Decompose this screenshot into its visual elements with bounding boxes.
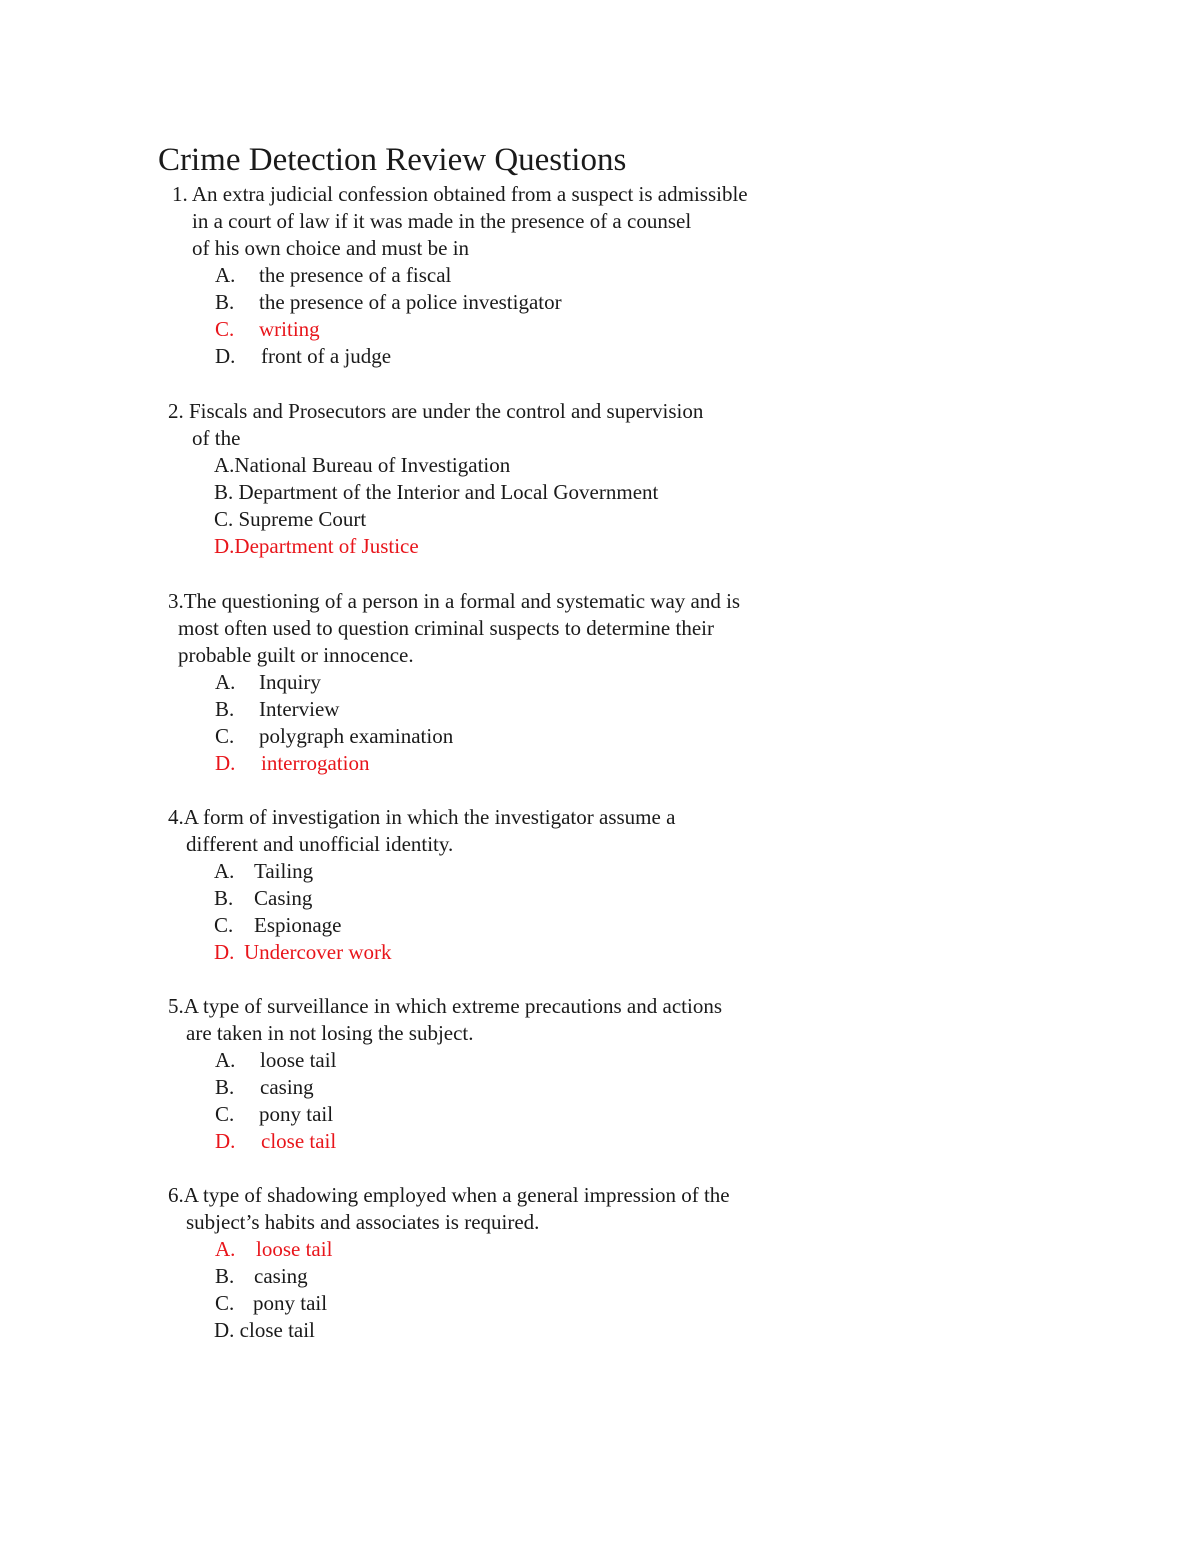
option-letter: A. — [215, 670, 236, 694]
question-stem-line: 1. An extra judicial confession obtained from a suspect is admissible — [172, 182, 748, 206]
option-text: the presence of a fiscal — [259, 263, 452, 287]
option-text: the presence of a police investigator — [259, 290, 562, 314]
option-letter: A. — [215, 263, 236, 287]
question-stem-line: are taken in not losing the subject. — [186, 1021, 474, 1045]
question-stem-line: in a court of law if it was made in the presence of a counsel — [192, 209, 692, 233]
question-stem-line: 3.The questioning of a person in a formal and systematic way and is — [168, 589, 741, 613]
option-letter: D. — [215, 344, 236, 368]
option-letter: D. — [214, 940, 235, 964]
option-text: Interview — [259, 697, 340, 721]
option-text: interrogation — [261, 751, 370, 775]
question-stem-line: of the — [192, 426, 241, 450]
option-text: writing — [259, 317, 320, 341]
question-stem-line: 2. Fiscals and Prosecutors are under the control and supervision — [168, 399, 704, 423]
option-text: Casing — [254, 886, 313, 910]
document-title: Crime Detection Review Questions — [158, 142, 627, 178]
option-letter: C. — [215, 1291, 235, 1315]
option-text: loose tail — [260, 1048, 337, 1072]
question-stem-line: subject’s habits and associates is required. — [186, 1210, 540, 1234]
option-letter: B. — [215, 1075, 235, 1099]
option-d: D. close tail — [214, 1318, 315, 1342]
question-stem-line: 4.A form of investigation in which the investigator assume a — [168, 805, 676, 829]
option-letter: B. — [215, 1264, 235, 1288]
option-letter: C. — [215, 317, 235, 341]
option-d-correct-answer: D.Department of Justice — [214, 534, 419, 558]
option-text: Tailing — [254, 859, 314, 883]
option-text: pony tail — [259, 1102, 334, 1126]
question-stem-line: 5.A type of surveillance in which extreme precautions and actions — [168, 994, 722, 1018]
option-text: loose tail — [256, 1237, 333, 1261]
option-c: C. Supreme Court — [214, 507, 367, 531]
option-text: casing — [260, 1075, 314, 1099]
option-a: A.National Bureau of Investigation — [214, 453, 511, 477]
option-letter: B. — [215, 290, 235, 314]
option-letter: A. — [215, 1048, 236, 1072]
option-text: Inquiry — [259, 670, 321, 694]
question-stem-line: 6.A type of shadowing employed when a general impression of the — [168, 1183, 730, 1207]
option-text: casing — [254, 1264, 308, 1288]
question-stem-line: most often used to question criminal suspects to determine their — [178, 616, 714, 640]
question-stem-line: probable guilt or innocence. — [178, 643, 414, 667]
option-letter: A. — [214, 859, 235, 883]
option-letter: C. — [215, 1102, 235, 1126]
option-b: B. Department of the Interior and Local Government — [214, 480, 659, 504]
option-letter: D. — [215, 1129, 236, 1153]
option-text: pony tail — [253, 1291, 328, 1315]
option-text: Espionage — [254, 913, 342, 937]
question-stem-line: of his own choice and must be in — [192, 236, 470, 260]
option-text: front of a judge — [261, 344, 392, 368]
option-text: Undercover work — [244, 940, 392, 964]
option-text: close tail — [261, 1129, 337, 1153]
option-letter: D. — [215, 751, 236, 775]
option-letter: B. — [215, 697, 235, 721]
option-text: polygraph examination — [259, 724, 454, 748]
option-letter: A. — [215, 1237, 236, 1261]
option-letter: C. — [215, 724, 235, 748]
question-stem-line: different and unofficial identity. — [186, 832, 454, 856]
option-letter: B. — [214, 886, 234, 910]
option-letter: C. — [214, 913, 234, 937]
